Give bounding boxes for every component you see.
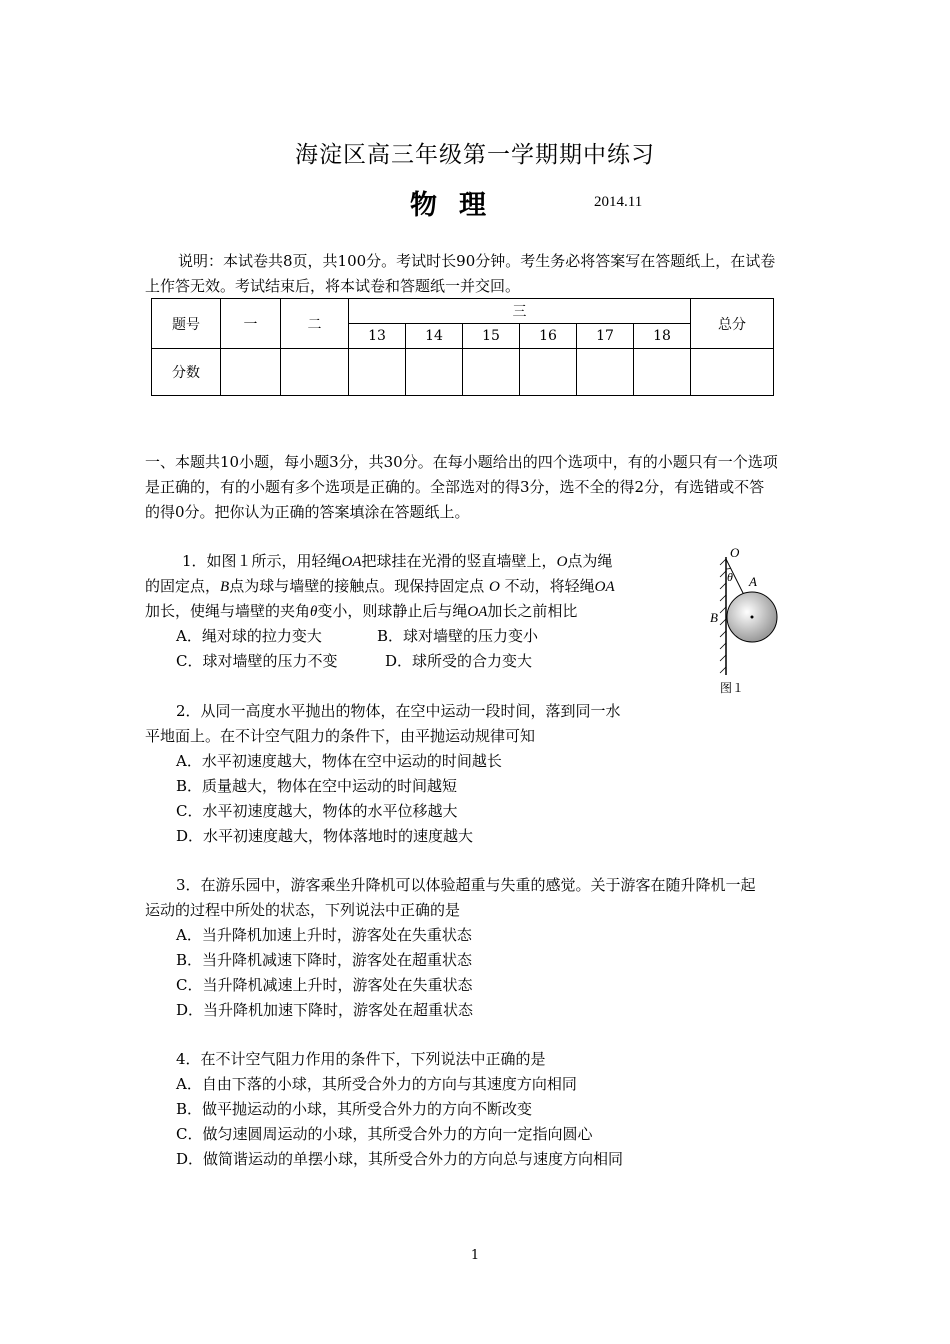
wall-hatch bbox=[720, 559, 726, 673]
q1-option-b: B．球对墙壁的压力变小 bbox=[377, 627, 539, 645]
q1-line-3: 加长，使绳与墙壁的夹角θ变小，则球静止后与绳OA加长之前相比 bbox=[145, 602, 578, 620]
q1-line-1: 1．如图１所示，用轻绳OA把球挂在光滑的竖直墙壁上，O点为绳 bbox=[182, 552, 613, 570]
q4-option-c: C．做匀速圆周运动的小球，其所受合外力的方向一定指向圆心 bbox=[176, 1125, 593, 1143]
q4-option-a: A．自由下落的小球，其所受合外力的方向与其速度方向相同 bbox=[176, 1075, 577, 1093]
q4-option-b: B．做平抛运动的小球，其所受合外力的方向不断改变 bbox=[176, 1100, 533, 1118]
q3-option-c: C．当升降机减速上升时，游客处在失重状态 bbox=[176, 976, 473, 994]
q1-line-2: 的固定点，B点为球与墙壁的接触点。现保持固定点 O 不动，将轻绳OA bbox=[145, 577, 615, 595]
q1-option-a: A．绳对球的拉力变大 bbox=[176, 627, 322, 645]
q2-option-c: C．水平初速度越大，物体的水平位移越大 bbox=[176, 802, 458, 820]
q3-option-d: D．当升降机加速下降时，游客处在超重状态 bbox=[176, 1001, 474, 1019]
instructions-line-1: 说明：本试卷共8页，共100分。考试时长90分钟。考生务必将答案写在答题纸上，在试卷 bbox=[178, 252, 776, 270]
score-cell bbox=[520, 349, 577, 396]
score-cell bbox=[281, 349, 349, 396]
score-cell bbox=[691, 349, 774, 396]
figure-label-b: B bbox=[710, 610, 718, 625]
q1-option-d: D．球所受的合力变大 bbox=[385, 652, 533, 670]
q2-option-b: B．质量越大，物体在空中运动的时间越短 bbox=[176, 777, 458, 795]
score-cell bbox=[221, 349, 281, 396]
score-cell bbox=[577, 349, 634, 396]
score-cell bbox=[349, 349, 406, 396]
figure-1-wall-ball-diagram bbox=[712, 543, 792, 703]
section1-line-1: 一、本题共10小题，每小题3分，共30分。在每小题给出的四个选项中，有的小题只有一个选项 bbox=[145, 453, 778, 471]
q3-line-2: 运动的过程中所处的状态，下列说法中正确的是 bbox=[145, 901, 461, 919]
q2-line-2: 平地面上。在不计空气阻力的条件下，由平抛运动规律可知 bbox=[145, 727, 536, 745]
row-label-number: 题号 bbox=[152, 299, 221, 349]
col-section-two: 二 bbox=[281, 299, 349, 349]
q3-option-b: B．当升降机减速下降时，游客处在超重状态 bbox=[176, 951, 473, 969]
score-cell bbox=[406, 349, 463, 396]
ball-center-dot bbox=[751, 616, 754, 619]
instructions-line-2: 上作答无效。考试结束后，将本试卷和答题纸一并交回。 bbox=[145, 277, 521, 295]
q4-line-1: 4．在不计空气阻力作用的条件下，下列说法中正确的是 bbox=[176, 1050, 546, 1068]
q2-option-d: D．水平初速度越大，物体落地时的速度越大 bbox=[176, 827, 474, 845]
q1-option-c: C．球对墙壁的压力不变 bbox=[176, 652, 338, 670]
col-q18: 18 bbox=[634, 324, 691, 349]
score-table bbox=[151, 298, 774, 396]
col-q13: 13 bbox=[349, 324, 406, 349]
col-section-one: 一 bbox=[221, 299, 281, 349]
q2-option-a: A．水平初速度越大，物体在空中运动的时间越长 bbox=[176, 752, 502, 770]
q3-option-a: A．当升降机加速上升时，游客处在失重状态 bbox=[176, 926, 472, 944]
col-q17: 17 bbox=[577, 324, 634, 349]
col-total: 总分 bbox=[691, 299, 774, 349]
col-section-three: 三 bbox=[349, 299, 691, 324]
row-label-score: 分数 bbox=[152, 349, 221, 396]
score-cell bbox=[634, 349, 691, 396]
section1-line-3: 的得0分。把你认为正确的答案填涂在答题纸上。 bbox=[145, 503, 470, 521]
page-number: 1 bbox=[470, 1248, 480, 1263]
figure-caption: 图１ bbox=[720, 681, 745, 695]
q4-option-d: D．做简谐运动的单摆小球，其所受合外力的方向总与速度方向相同 bbox=[176, 1150, 624, 1168]
figure-label-o: O bbox=[730, 545, 740, 560]
subject-title: 物理 bbox=[410, 190, 508, 221]
q3-line-1: 3．在游乐园中，游客乘坐升降机可以体验超重与失重的感觉。关于游客在随升降机一起 bbox=[176, 876, 756, 894]
col-q14: 14 bbox=[406, 324, 463, 349]
col-q16: 16 bbox=[520, 324, 577, 349]
figure-label-a: A bbox=[749, 574, 757, 589]
score-cell bbox=[463, 349, 520, 396]
exam-title: 海淀区高三年级第一学期期中练习 bbox=[295, 142, 655, 168]
exam-date: 2014.11 bbox=[594, 194, 643, 210]
col-q15: 15 bbox=[463, 324, 520, 349]
section1-line-2: 是正确的，有的小题有多个选项是正确的。全部选对的得3分，选不全的得2分，有选错或不答 bbox=[145, 478, 765, 496]
figure-label-theta: θ bbox=[727, 570, 733, 584]
q2-line-1: 2．从同一高度水平抛出的物体，在空中运动一段时间，落到同一水 bbox=[176, 702, 621, 720]
